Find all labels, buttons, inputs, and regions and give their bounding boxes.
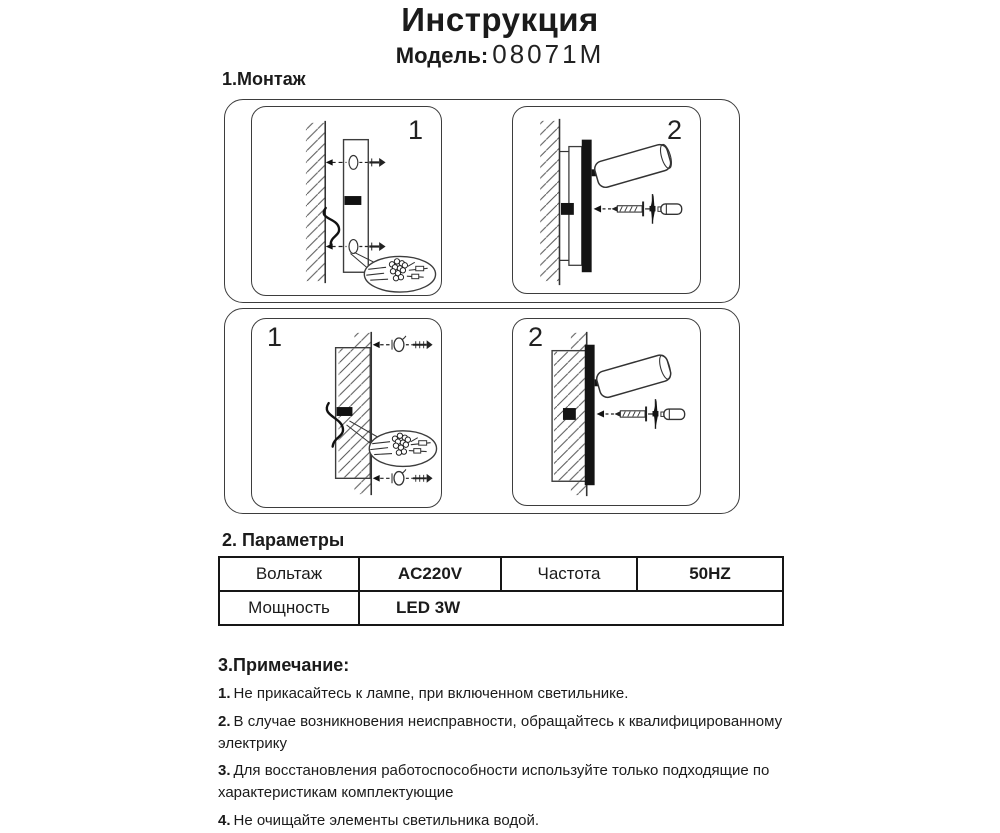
param-value-voltage: AC220V [359, 557, 501, 591]
step-number-label: 1 [407, 115, 423, 145]
param-value-frequency: 50HZ [637, 557, 783, 591]
param-label-voltage: Вольтаж [219, 557, 359, 591]
note-item [218, 760, 803, 804]
step-card-plate-mounting [251, 106, 442, 296]
note-item [218, 711, 803, 755]
param-label-frequency: Частота [501, 557, 637, 591]
note-number: 1. [218, 685, 231, 702]
section-title-notes: 3.Примечание: [218, 655, 350, 675]
param-value-power: LED 3W [359, 591, 783, 625]
step-number-label: 2 [528, 322, 544, 352]
table-row [219, 591, 783, 625]
step-number-label: 1 [267, 322, 283, 352]
note-item [218, 683, 803, 705]
note-text: Не очищайте элементы светильника водой. [233, 811, 539, 829]
note-item [218, 810, 803, 832]
param-label-power: Мощность [219, 591, 359, 625]
model-label: Модель: [395, 43, 489, 68]
note-number: 4. [218, 811, 231, 829]
montage-panel-2 [224, 308, 740, 514]
model-number: 08071M [492, 39, 605, 69]
table-row [219, 557, 783, 591]
montage-diagrams [224, 99, 740, 514]
section-title-params: 2. Параметры [222, 530, 345, 550]
step-card-plate-mounting-alt [251, 318, 442, 508]
note-number: 2. [218, 712, 231, 730]
notes-list [218, 683, 803, 833]
page-title: Инструкция [401, 1, 599, 38]
section-title-montage: 1.Монтаж [222, 69, 306, 89]
note-text: Для восстановления работоспособности используйте только подходящие по характеристикам комплектующие [218, 762, 770, 801]
step-number-label: 2 [666, 115, 682, 145]
parameters-table [218, 556, 784, 626]
model-line [0, 39, 1000, 74]
step-card-lamp-attachment [512, 106, 701, 294]
montage-panel-1 [224, 99, 740, 303]
step-card-lamp-attachment-alt [512, 318, 701, 506]
note-number: 3. [218, 762, 231, 780]
note-text: В случае возникновения неисправности, обращайтесь к квалифицированному электрику [218, 712, 783, 752]
note-text: Не прикасайтесь к лампе, при включенном светильнике. [233, 685, 629, 702]
